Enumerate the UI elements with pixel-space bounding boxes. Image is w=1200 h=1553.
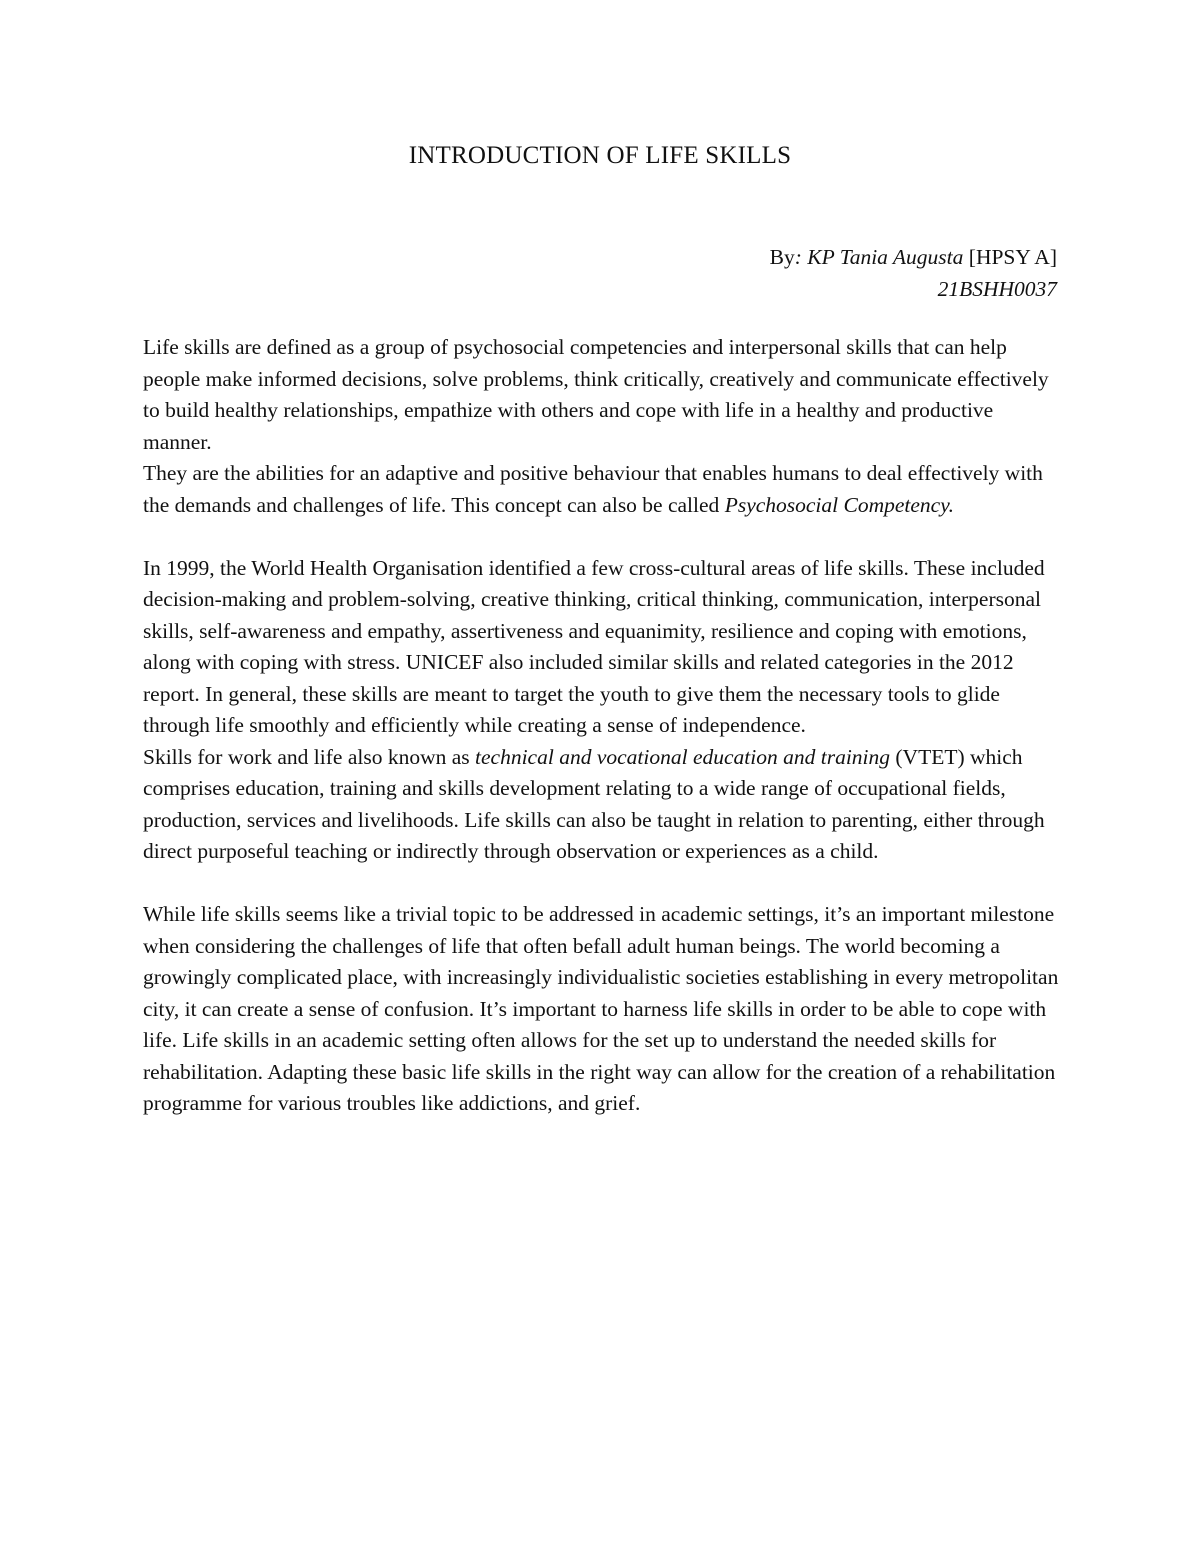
byline	[770, 241, 1057, 305]
document-title: INTRODUCTION OF LIFE SKILLS	[408, 142, 792, 169]
paragraph-vtet	[143, 742, 1063, 868]
author-section: [HPSY A]	[963, 245, 1057, 269]
student-id: 21BSHH0037	[937, 277, 1057, 301]
paragraph-vtet-start: Skills for work and life also known as	[143, 744, 476, 769]
byline-prefix: By	[769, 245, 795, 269]
byline-colon: :	[794, 245, 802, 269]
paragraph-academic: While life skills seems like a trivial topic to be addressed in academic settings, it’s an important milestone when considering the challenges of life that often befall adult human beings. The world becoming a growingly complicated place, with increasingly individualistic societies establishing in every metropolitan city, it can create a sense of confusion. It’s important to harness life skills in order to be able to cope with life. Life skills in an academic setting often allows for the set up to understand the needed skills for rehabilitation. Adapting these basic life skills in the right way can allow for the creation of a rehabilitation programme for various troubles like addictions, and grief.	[143, 902, 1059, 1115]
author-line	[770, 241, 1057, 273]
paragraph-abilities	[143, 458, 1063, 521]
paragraph-gap	[143, 868, 1063, 900]
paragraph-who: In 1999, the World Health Organisation identified a few cross-cultural areas of life skills. These included decision-making and problem-solving, creative thinking, critical thinking, communication, interpersonal skills, self-awareness and empathy, assertiveness and equanimity, resilience and coping with emotions, along with coping with stress. UNICEF also included similar skills and related categories in the 2012 report. In general, these skills are meant to target the youth to give them the necessary tools to glide through life smoothly and efficiently while creating a sense of independence.	[143, 555, 1045, 737]
author-name: KP Tania Augusta	[801, 245, 964, 269]
paragraph-abilities-text: They are the abilities for an adaptive and positive behaviour that enables humans to deal effectively with the demands and challenges of life. This concept can also be called	[143, 461, 1043, 517]
document-body	[143, 332, 1063, 1120]
paragraph-gap	[143, 521, 1063, 553]
vtet-term: technical and vocational education and training	[475, 744, 891, 769]
paragraph-definition: Life skills are defined as a group of psychosocial competencies and interpersonal skills that can help people make informed decisions, solve problems, think critically, creatively and communicate effectively to build healthy relationships, empathize with others and cope with life in a healthy and productive manner.	[143, 335, 1049, 454]
psychosocial-competency-term: Psychosocial Competency.	[724, 492, 954, 517]
paragraph-vtet-rest: (VTET) which comprises education, training and skills development relating to a wide range of occupational fields, production, services and livelihoods. Life skills can also be taught in relation to parenting, either through direct purposeful teaching or indirectly through observation or experiences as a child.	[143, 744, 1045, 863]
